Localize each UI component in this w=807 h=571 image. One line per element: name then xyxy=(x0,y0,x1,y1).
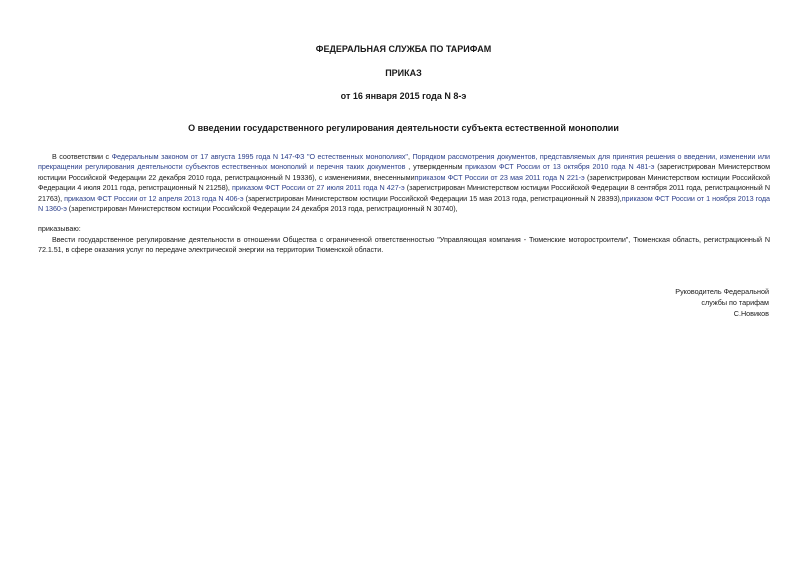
agency-name: ФЕДЕРАЛЬНАЯ СЛУЖБА ПО ТАРИФАМ xyxy=(315,44,492,54)
signature-position-line1: Руководитель Федеральной xyxy=(675,287,769,296)
link-procedure[interactable]: Порядком рассмотрения документов, представляемых для принятия решения о введении, изменении или прекращении регулирования деятельности субъектов естественных монополий и перечня таких документов xyxy=(38,152,771,172)
order-text: Ввести государственное регулирование деятельности в отношении Общества с ограниченной ответственностью "Управляющая компания - Тюменские моторостроители", Тюменская область, регистрационный N 72.1.51, в сфере оказания услуг по передаче электрической энергии на территории Тюменской области. xyxy=(38,235,770,255)
preamble-text: (зарегистрирован Министерством юстиции Российской Федерации 24 декабря 2013 года, регистрационный N 30740), xyxy=(66,204,458,214)
preamble-text: (зарегистрирован Министерством юстиции Российской Федерации 22 декабря 2010 года, регистрационный N 19336), с изменениями, внесенными xyxy=(38,162,770,182)
link-order-221[interactable]: приказом ФСТ России от 23 мая 2011 года N 221-э xyxy=(414,172,585,182)
link-order-427[interactable]: приказом ФСТ России от 27 июля 2011 года N 427-э xyxy=(231,183,405,193)
preamble-paragraph xyxy=(38,152,770,214)
preamble-text: , утвержденным xyxy=(405,162,466,172)
preamble-text: В соответствии с xyxy=(52,152,112,161)
preamble-text: (зарегистрирован Министерством юстиции Российской Федерации 4 июля 2011 года, регистрационный N 21258), xyxy=(38,172,770,193)
preamble-text: , xyxy=(407,152,413,161)
preamble-text: (зарегистрирован Министерством юстиции Российской Федерации 15 мая 2013 года, регистрационный N 28393), xyxy=(243,193,622,203)
document-type: ПРИКАЗ xyxy=(385,68,422,78)
order-paragraph xyxy=(38,235,770,256)
document-date-number: от 16 января 2015 года N 8-э xyxy=(340,91,467,101)
link-order-1360[interactable]: приказом ФСТ России от 1 ноября 2013 года N 1360-э xyxy=(38,193,770,214)
document-title: О введении государственного регулирования деятельности субъекта естественной монополии xyxy=(188,123,619,133)
signature-position-line2: службы по тарифам xyxy=(701,298,769,307)
link-order-481[interactable]: приказом ФСТ России от 13 октября 2010 года N 481-э xyxy=(465,162,655,172)
preamble-text: (зарегистрирован Министерством юстиции Российской Федерации 8 сентября 2011 года, регистрационный N 21763), xyxy=(38,183,770,203)
link-order-406[interactable]: приказом ФСТ России от 12 апреля 2013 года N 406-э xyxy=(64,193,244,203)
signature-name: С.Новиков xyxy=(733,309,769,318)
link-federal-law[interactable]: Федеральным законом от 17 августа 1995 года N 147-ФЗ "О естественных монополиях" xyxy=(111,152,408,161)
order-label: приказываю: xyxy=(38,224,81,233)
